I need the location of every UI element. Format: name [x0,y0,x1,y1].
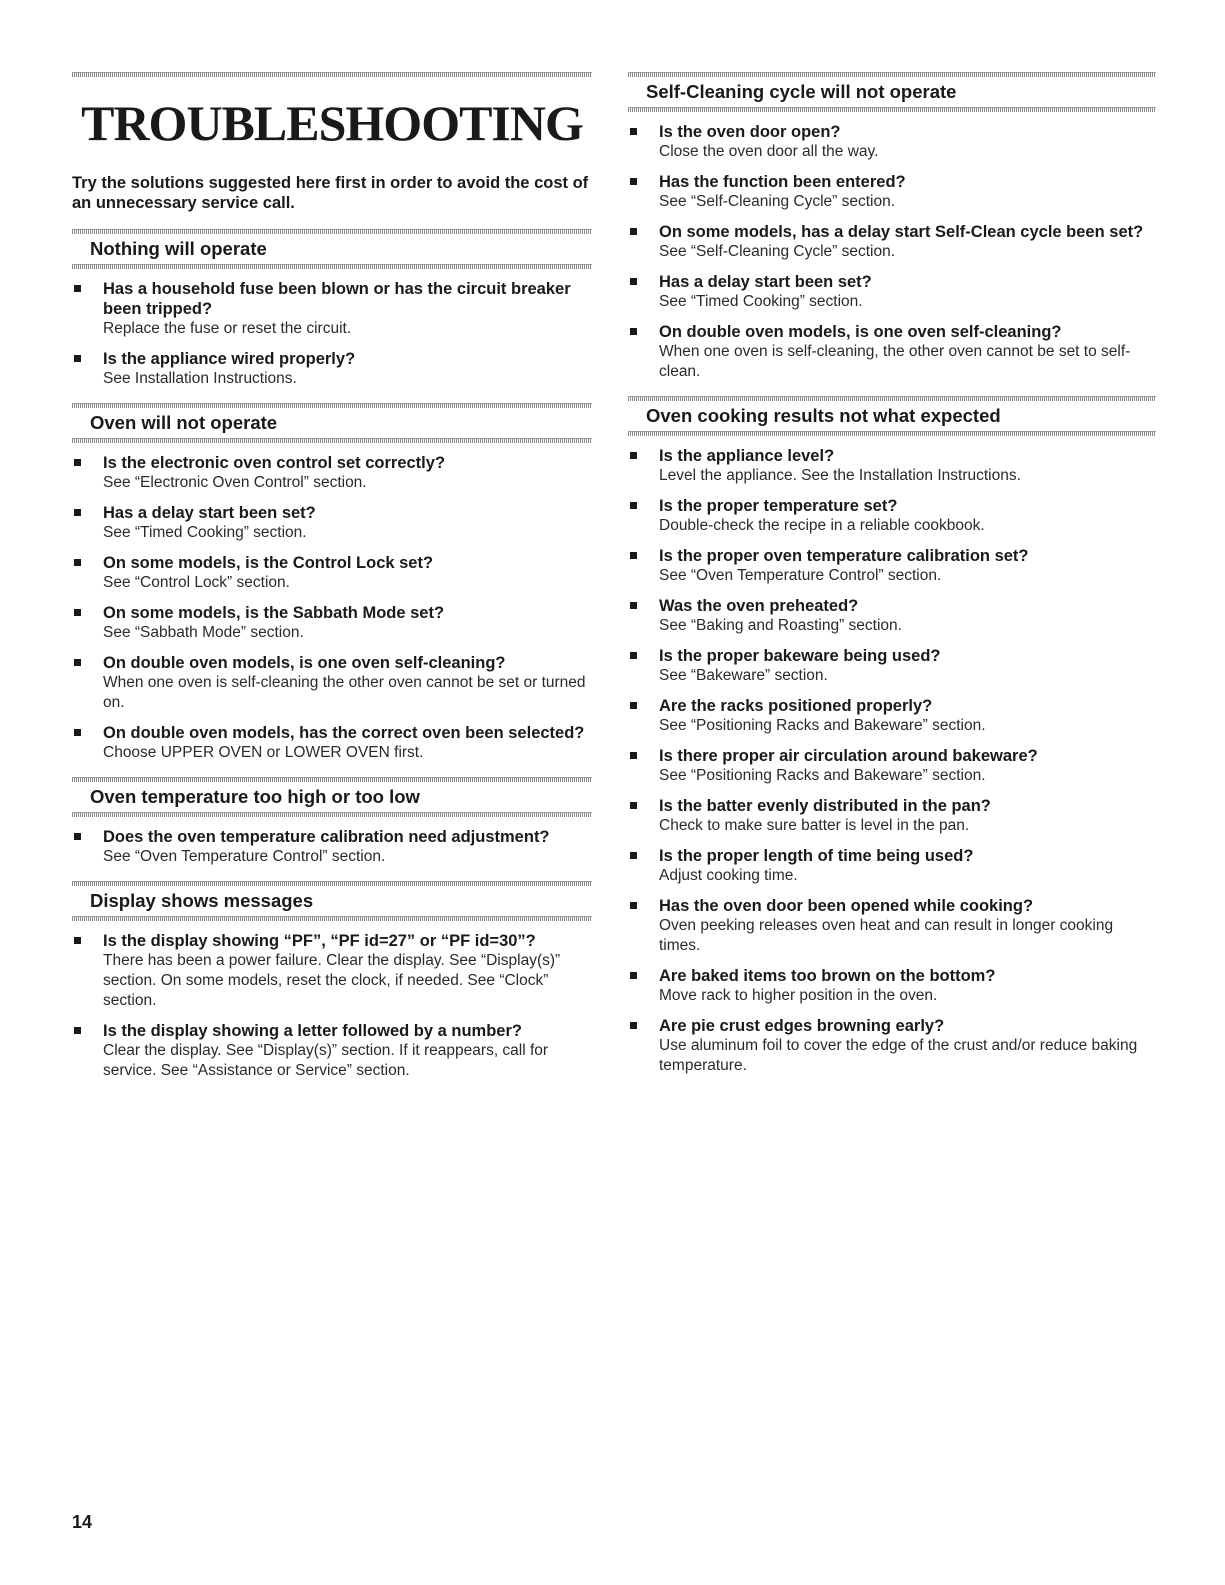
square-bullet-icon [630,502,637,509]
question-text: Was the oven preheated? [659,597,859,615]
list-item [628,846,1156,886]
square-bullet-icon [74,729,81,736]
answer-text: See “Sabbath Mode” section. [103,624,304,641]
item-list [72,827,592,867]
question-text: Is the proper temperature set? [659,497,898,515]
list-item [628,646,1156,686]
list-item [72,723,592,763]
square-bullet-icon [630,228,637,235]
section-rule-bottom [628,431,1156,436]
square-bullet-icon [630,278,637,285]
answer-text: See “Positioning Racks and Bakeware” section. [659,717,986,734]
list-item [628,322,1156,382]
answer-text: See “Self-Cleaning Cycle” section. [659,243,896,260]
list-item [72,827,592,867]
item-list [72,453,592,763]
square-bullet-icon [74,509,81,516]
question-text: Is the display showing “PF”, “PF id=27” or “PF id=30”? [103,932,536,950]
question-text: Is the proper length of time being used? [659,847,974,865]
list-item [72,279,592,339]
answer-text: Oven peeking releases oven heat and can result in longer cooking times. [659,917,1114,954]
answer-text: There has been a power failure. Clear the display. See “Display(s)” section. On some models, reset the clock, if needed. See “Clock” section. [103,952,561,1009]
list-item [72,553,592,593]
square-bullet-icon [630,328,637,335]
square-bullet-icon [74,659,81,666]
question-text: Is the oven door open? [659,123,841,141]
answer-text: See “Bakeware” section. [659,667,828,684]
square-bullet-icon [630,752,637,759]
question-text: Is the proper bakeware being used? [659,647,941,665]
page-title: TROUBLESHOOTING [81,95,583,151]
list-item [628,966,1156,1006]
list-item [72,453,592,493]
question-text: Is the appliance level? [659,447,835,465]
square-bullet-icon [630,972,637,979]
question-text: Is the electronic oven control set correctly? [103,454,446,472]
question-text: Is the display showing a letter followed by a number? [103,1022,522,1040]
answer-text: Clear the display. See “Display(s)” section. If it reappears, call for service. See “Assistance or Service” section. [103,1042,549,1079]
answer-text: When one oven is self-cleaning the other oven cannot be set or turned on. [103,674,586,711]
list-item [72,653,592,713]
item-list [72,279,592,389]
question-text: On some models, has a delay start Self-Clean cycle been set? [659,223,1144,241]
right-column [628,72,1156,1090]
list-item [628,496,1156,536]
square-bullet-icon [630,702,637,709]
item-list [628,122,1156,382]
question-text: Is the appliance wired properly? [103,350,356,368]
answer-text: See “Control Lock” section. [103,574,290,591]
section-rule-bottom [72,438,592,443]
list-item [72,603,592,643]
answer-text: Choose UPPER OVEN or LOWER OVEN first. [103,744,424,761]
list-item [72,349,592,389]
list-item [628,222,1156,262]
answer-text: Move rack to higher position in the oven. [659,987,938,1004]
square-bullet-icon [630,1022,637,1029]
list-item [628,1016,1156,1076]
list-item [628,746,1156,786]
question-text: On some models, is the Control Lock set? [103,554,434,572]
section-heading: Self-Cleaning cycle will not operate [646,81,957,102]
section-rule-bottom [72,916,592,921]
section [72,229,592,389]
list-item [72,1021,592,1081]
square-bullet-icon [74,833,81,840]
list-item [628,446,1156,486]
question-text: On double oven models, is one oven self-cleaning? [103,654,506,672]
list-item [628,272,1156,312]
answer-text: See “Positioning Racks and Bakeware” section. [659,767,986,784]
list-item [628,172,1156,212]
answer-text: Double-check the recipe in a reliable cookbook. [659,517,985,534]
question-text: Has the oven door been opened while cooking? [659,897,1034,915]
answer-text: See “Timed Cooking” section. [103,524,307,541]
square-bullet-icon [630,652,637,659]
answer-text: Replace the fuse or reset the circuit. [103,320,352,337]
right-sections [628,72,1156,1076]
answer-text: See “Oven Temperature Control” section. [659,567,942,584]
list-item [628,546,1156,586]
square-bullet-icon [74,459,81,466]
answer-text: When one oven is self-cleaning, the other oven cannot be set to self-clean. [659,343,1131,380]
list-item [628,122,1156,162]
question-text: On double oven models, is one oven self-cleaning? [659,323,1062,341]
question-text: On some models, is the Sabbath Mode set? [103,604,445,622]
square-bullet-icon [74,609,81,616]
question-text: Has a delay start been set? [103,504,316,522]
square-bullet-icon [630,178,637,185]
section-rule-bottom [72,264,592,269]
answer-text: Level the appliance. See the Installation Instructions. [659,467,1021,484]
answer-text: See “Electronic Oven Control” section. [103,474,367,491]
section-heading: Display shows messages [90,890,314,911]
square-bullet-icon [630,902,637,909]
answer-text: Check to make sure batter is level in the pan. [659,817,970,834]
answer-text: See “Timed Cooking” section. [659,293,863,310]
square-bullet-icon [74,285,81,292]
question-text: Has a delay start been set? [659,273,872,291]
answer-text: Use aluminum foil to cover the edge of the crust and/or reduce baking temperature. [659,1037,1138,1074]
section-rule-bottom [628,107,1156,112]
question-text: Are pie crust edges browning early? [659,1017,945,1035]
answer-text: See “Self-Cleaning Cycle” section. [659,193,896,210]
intro-text: Try the solutions suggested here first in order to avoid the cost of an unnecessary service call. [72,174,589,212]
section [628,72,1156,382]
question-text: Are the racks positioned properly? [659,697,933,715]
question-text: Has the function been entered? [659,173,906,191]
left-sections [72,229,592,1081]
list-item [72,503,592,543]
question-text: Are baked items too brown on the bottom? [659,967,996,985]
list-item [628,696,1156,736]
left-column [72,72,592,1095]
section-heading: Oven cooking results not what expected [646,405,1001,426]
square-bullet-icon [630,452,637,459]
answer-text: See “Oven Temperature Control” section. [103,848,386,865]
page-number: 14 [72,1512,93,1532]
question-text: Is the batter evenly distributed in the pan? [659,797,991,815]
square-bullet-icon [630,128,637,135]
answer-text: Close the oven door all the way. [659,143,879,160]
question-text: Is the proper oven temperature calibration set? [659,547,1029,565]
answer-text: See “Baking and Roasting” section. [659,617,902,634]
square-bullet-icon [74,559,81,566]
section [72,777,592,867]
square-bullet-icon [630,852,637,859]
section [628,396,1156,1076]
list-item [628,596,1156,636]
list-item [628,896,1156,956]
list-item [628,796,1156,836]
square-bullet-icon [74,1027,81,1034]
square-bullet-icon [74,937,81,944]
section-rule-bottom [72,812,592,817]
question-text: On double oven models, has the correct oven been selected? [103,724,585,742]
answer-text: Adjust cooking time. [659,867,798,884]
square-bullet-icon [630,802,637,809]
question-text: Has a household fuse been blown or has the circuit breaker been tripped? [103,280,571,318]
section-heading: Oven temperature too high or too low [90,786,420,807]
square-bullet-icon [630,552,637,559]
title-top-rule [72,72,592,77]
section [72,881,592,1081]
item-list [72,931,592,1081]
square-bullet-icon [630,602,637,609]
section-heading: Oven will not operate [90,412,278,433]
item-list [628,446,1156,1076]
question-text: Does the oven temperature calibration need adjustment? [103,828,550,846]
question-text: Is there proper air circulation around bakeware? [659,747,1038,765]
list-item [72,931,592,1011]
section-heading: Nothing will operate [90,238,267,259]
section [72,403,592,763]
square-bullet-icon [74,355,81,362]
answer-text: See Installation Instructions. [103,370,297,387]
